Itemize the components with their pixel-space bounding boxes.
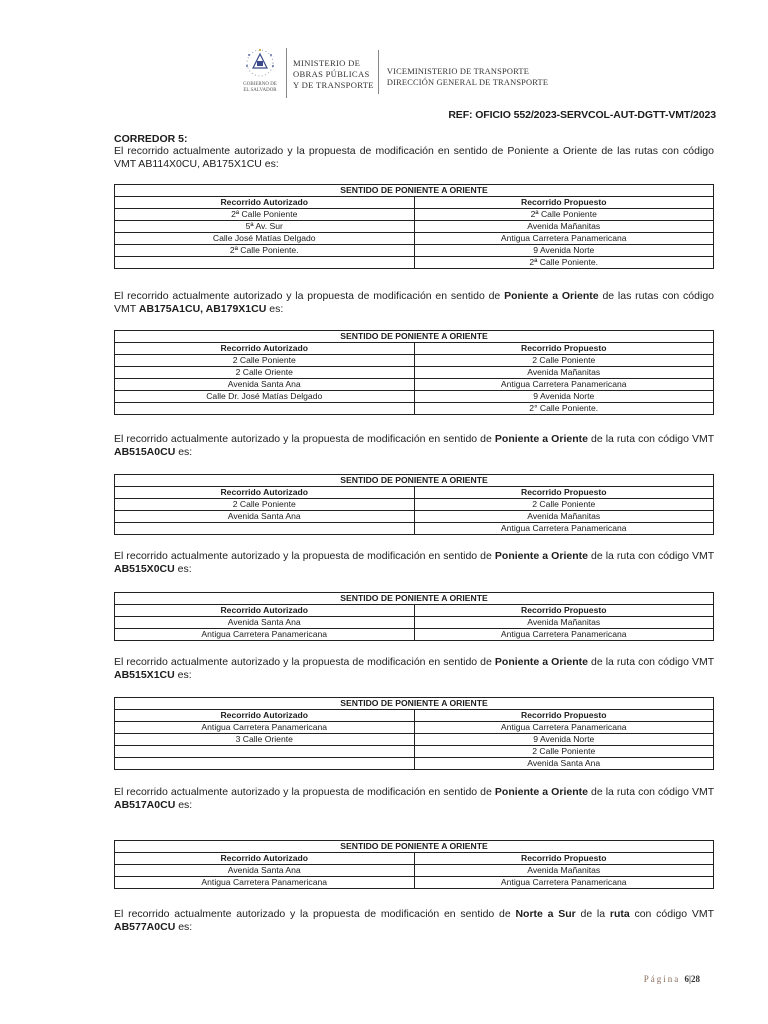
intro-text: El recorrido actualmente autorizado y la propuesta de modificación en sentido de [114,290,505,302]
seal-icon [240,46,280,82]
section-intro [114,433,714,459]
intro-direction: Poniente a Oriente [494,550,588,562]
intro-text: El recorrido actualmente autorizado y la propuesta de modificación en sentido de [114,786,495,798]
vice-ministry-name [387,46,548,88]
ministry-name [293,46,374,91]
authorized-cell: Avenida Santa Ana [115,865,415,877]
intro-text: es: [174,563,192,575]
col-authorized-header: Recorrido Autorizado [115,853,415,865]
authorized-cell: 2 Calle Poniente [115,499,415,511]
proposed-cell: 2ª Calle Poniente [414,209,714,221]
authorized-cell: Avenida Santa Ana [115,379,415,391]
intro-text: El recorrido actualmente autorizado y la propuesta de modificación en sentido de [114,656,495,668]
vice-line-1: VICEMINISTERIO DE TRANSPORTE [386,67,530,76]
section-intro [114,550,714,576]
proposed-cell: 2ª Calle Poniente. [414,257,714,269]
col-proposed-header: Recorrido Propuesto [414,487,714,499]
authorized-cell: Avenida Santa Ana [115,511,415,523]
ministry-line-1: MINISTERIO DE [293,58,361,68]
intro-route-code: AB517A0CU [114,799,176,811]
proposed-cell: 2 Calle Poniente [414,355,714,367]
col-authorized-header: Recorrido Autorizado [115,710,415,722]
intro-text: con código VMT [629,908,715,920]
intro-direction: Poniente a Oriente [494,656,588,668]
intro-text: es: [175,799,193,811]
col-proposed-header: Recorrido Propuesto [414,605,714,617]
authorized-cell: Antigua Carretera Panamericana [115,629,415,641]
col-authorized-header: Recorrido Autorizado [115,487,415,499]
col-proposed-header: Recorrido Propuesto [414,710,714,722]
proposed-cell: 9 Avenida Norte [414,734,714,746]
proposed-cell: Antigua Carretera Panamericana [414,877,714,889]
intro-route-code: AB577A0CU [114,921,176,933]
intro-text: de la [575,908,610,920]
col-proposed-header: Recorrido Propuesto [414,197,714,209]
intro-text: de la ruta con código VMT [587,550,715,562]
intro-text: es: [266,303,284,315]
route-table [114,330,714,415]
proposed-cell: Avenida Mañanitas [414,511,714,523]
section-intro [114,656,714,682]
table-title: SENTIDO DE PONIENTE A ORIENTE [115,185,714,197]
authorized-cell-empty [115,257,415,269]
authorized-cell-empty [115,523,415,535]
authorized-cell: 2 Calle Oriente [115,367,415,379]
table-title: SENTIDO DE PONIENTE A ORIENTE [115,841,714,853]
intro-route-code: AB515X1CU [114,669,175,681]
proposed-cell: 9 Avenida Norte [414,391,714,403]
table-title: SENTIDO DE PONIENTE A ORIENTE [115,698,714,710]
ministry-line-2: OBRAS PÚBLICAS [293,69,370,79]
authorized-cell: 2 Calle Poniente [115,355,415,367]
route-table [114,592,714,641]
authorized-cell-empty [115,403,415,415]
proposed-cell: Avenida Mañanitas [414,221,714,233]
intro-text: es: [174,669,192,681]
route-table [114,184,714,269]
authorized-cell: Calle Dr. José Matías Delgado [115,391,415,403]
corridor-title: CORREDOR 5: [114,133,188,145]
divider [286,48,287,98]
proposed-cell: Antigua Carretera Panamericana [414,379,714,391]
route-table [114,840,714,889]
authorized-cell: Avenida Santa Ana [115,617,415,629]
reference-number: REF: OFICIO 552/2023-SERVCOL-AUT-DGTT-VMT/2023 [448,109,716,121]
authorized-cell: Antigua Carretera Panamericana [115,877,415,889]
proposed-cell: Antigua Carretera Panamericana [414,629,714,641]
letterhead [236,46,548,102]
government-seal [236,46,284,102]
proposed-cell: 9 Avenida Norte [414,245,714,257]
authorized-cell-empty [115,758,415,770]
page-label: Página [643,974,681,984]
table-title: SENTIDO DE PONIENTE A ORIENTE [115,331,714,343]
intro-route-code: AB175A1CU, AB179X1CU [138,303,267,315]
seal-text-1: GOBIERNO DE [243,82,277,87]
intro-text: de la ruta con código VMT [587,433,715,445]
intro-text: El recorrido actualmente autorizado y la propuesta de modificación en sentido de [114,550,495,562]
seal-text-2: EL SALVADOR [243,88,277,93]
authorized-cell: 2ª Calle Poniente [115,209,415,221]
table-title: SENTIDO DE PONIENTE A ORIENTE [115,593,714,605]
intro-text: El recorrido actualmente autorizado y la propuesta de modificación en sentido de [114,433,495,445]
col-authorized-header: Recorrido Autorizado [115,197,415,209]
intro-text: de las rutas con código VMT [114,290,714,315]
intro-text: es: [175,921,193,933]
ministry-line-3: Y DE TRANSPORTE [293,80,374,90]
table-title: SENTIDO DE PONIENTE A ORIENTE [115,475,714,487]
intro-direction: Poniente a Oriente [504,290,599,302]
vice-line-2: DIRECCIÓN GENERAL DE TRANSPORTE [386,78,549,87]
proposed-cell: 2° Calle Poniente. [414,403,714,415]
section-intro [114,786,714,812]
proposed-cell: Avenida Santa Ana [414,758,714,770]
page-count: 6|28 [684,974,700,984]
intro-text: es: [175,446,193,458]
closing-paragraph [114,908,714,934]
col-proposed-header: Recorrido Propuesto [414,343,714,355]
page-number [644,974,700,984]
intro-direction: Poniente a Oriente [494,433,588,445]
intro-text: de la ruta con código VMT [587,656,715,668]
proposed-cell: 2 Calle Poniente [414,499,714,511]
authorized-cell: 5ª Av. Sur [115,221,415,233]
route-table [114,697,714,770]
divider [378,50,379,94]
intro-direction: Norte a Sur [515,908,576,920]
intro-text: El recorrido actualmente autorizado y la propuesta de modificación en sentido de [114,908,516,920]
authorized-cell: 3 Calle Oriente [115,734,415,746]
intro-text: de la ruta con código VMT [587,786,715,798]
intro-route-code: AB515X0CU [114,563,175,575]
proposed-cell: Avenida Mañanitas [414,367,714,379]
route-table [114,474,714,535]
intro-direction: Poniente a Oriente [494,786,588,798]
section-intro [114,290,714,316]
col-authorized-header: Recorrido Autorizado [115,343,415,355]
col-proposed-header: Recorrido Propuesto [414,853,714,865]
authorized-cell-empty [115,746,415,758]
authorized-cell: Calle José Matías Delgado [115,233,415,245]
section-intro: El recorrido actualmente autorizado y la propuesta de modificación en sentido de Poniente a Oriente de las rutas con código VMT AB114X0CU, AB175X1CU es: [114,145,714,170]
proposed-cell: Antigua Carretera Panamericana [414,722,714,734]
intro-route-code: AB515A0CU [114,446,176,458]
authorized-cell: Antigua Carretera Panamericana [115,722,415,734]
proposed-cell: Antigua Carretera Panamericana [414,523,714,535]
authorized-cell: 2ª Calle Poniente. [115,245,415,257]
proposed-cell: 2 Calle Poniente [414,746,714,758]
proposed-cell: Avenida Mañanitas [414,617,714,629]
intro-bold-word: ruta [609,908,630,920]
col-authorized-header: Recorrido Autorizado [115,605,415,617]
proposed-cell: Avenida Mañanitas [414,865,714,877]
proposed-cell: Antigua Carretera Panamericana [414,233,714,245]
